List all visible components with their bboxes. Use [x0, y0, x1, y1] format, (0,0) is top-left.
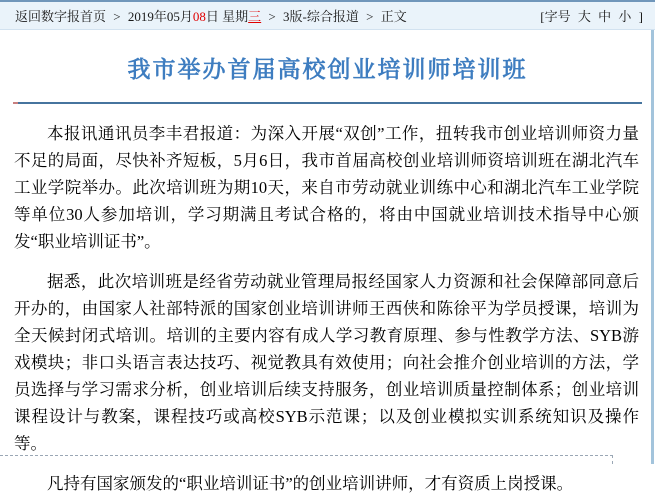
font-size-medium-button[interactable]: 中 — [598, 9, 612, 24]
font-size-label: [字号 — [540, 9, 571, 24]
breadcrumb-date: 2019年05月 — [127, 9, 193, 24]
article-paragraph: 据悉，此次培训班是经省劳动就业管理局报经国家人力资源和社会保障部同意后开办的，由国家人社部特派的国家创业培训讲师王西侠和陈徐平为学员授课，培训为全天候封闭式培训。培训的主要内容有成人学习教育原理、参与性教学方法、SYB游戏模块；非口头语言表达技巧、视觉教具有效使用；向社会推介创业培训的方法，学员选择与学习需求分析，创业培训后续支持服务，创业培训质量控制体系；创业培训课程设计与教案，课程技巧或高校SYB示范课；以及创业模拟实训系统知识及操作等。 — [14, 272, 639, 453]
article-title: 我市举办首届高校创业培训师培训班 — [127, 56, 528, 82]
breadcrumb-date-mid: 日 星期 — [205, 9, 249, 24]
page-right-border — [651, 30, 654, 464]
font-size-large-button[interactable]: 大 — [577, 9, 591, 24]
breadcrumb-section-link[interactable]: 3版-综合报道 — [283, 9, 359, 24]
breadcrumb — [15, 6, 407, 25]
article-body — [14, 120, 639, 497]
bottom-section-dashed-rule — [0, 455, 613, 464]
font-size-bracket: ] — [638, 9, 643, 24]
breadcrumb-current: 正文 — [380, 9, 407, 24]
breadcrumb-home-link[interactable]: 返回数字报首页 — [15, 9, 107, 24]
breadcrumb-separator: > — [366, 9, 374, 24]
breadcrumb-weekday-link[interactable]: 三 — [248, 9, 262, 24]
breadcrumb-separator: > — [268, 9, 276, 24]
font-size-control — [538, 6, 645, 25]
font-size-small-button[interactable]: 小 — [618, 9, 632, 24]
breadcrumb-date-day: 08 — [192, 9, 206, 24]
breadcrumb-separator: > — [113, 9, 121, 24]
breadcrumb-bar — [0, 0, 655, 30]
title-divider — [13, 102, 642, 104]
article-paragraph: 凡持有国家颁发的“职业培训证书”的创业培训讲师，才有资质上岗授课。 — [47, 474, 574, 493]
article-paragraph: 本报讯通讯员李丰君报道：为深入开展“双创”工作，扭转我市创业培训师资力量不足的局面，尽快补齐短板，5月6日，我市首届高校创业培训师资培训班在湖北汽车工业学院举办。此次培训班为期10天，来自市劳动就业训练中心和湖北汽车工业学院等单位30人参加培训，学习期满且考试合格的，将由中国就业培训技术指导中心颁发“职业培训证书”。 — [14, 124, 639, 251]
divider-line — [18, 102, 642, 104]
